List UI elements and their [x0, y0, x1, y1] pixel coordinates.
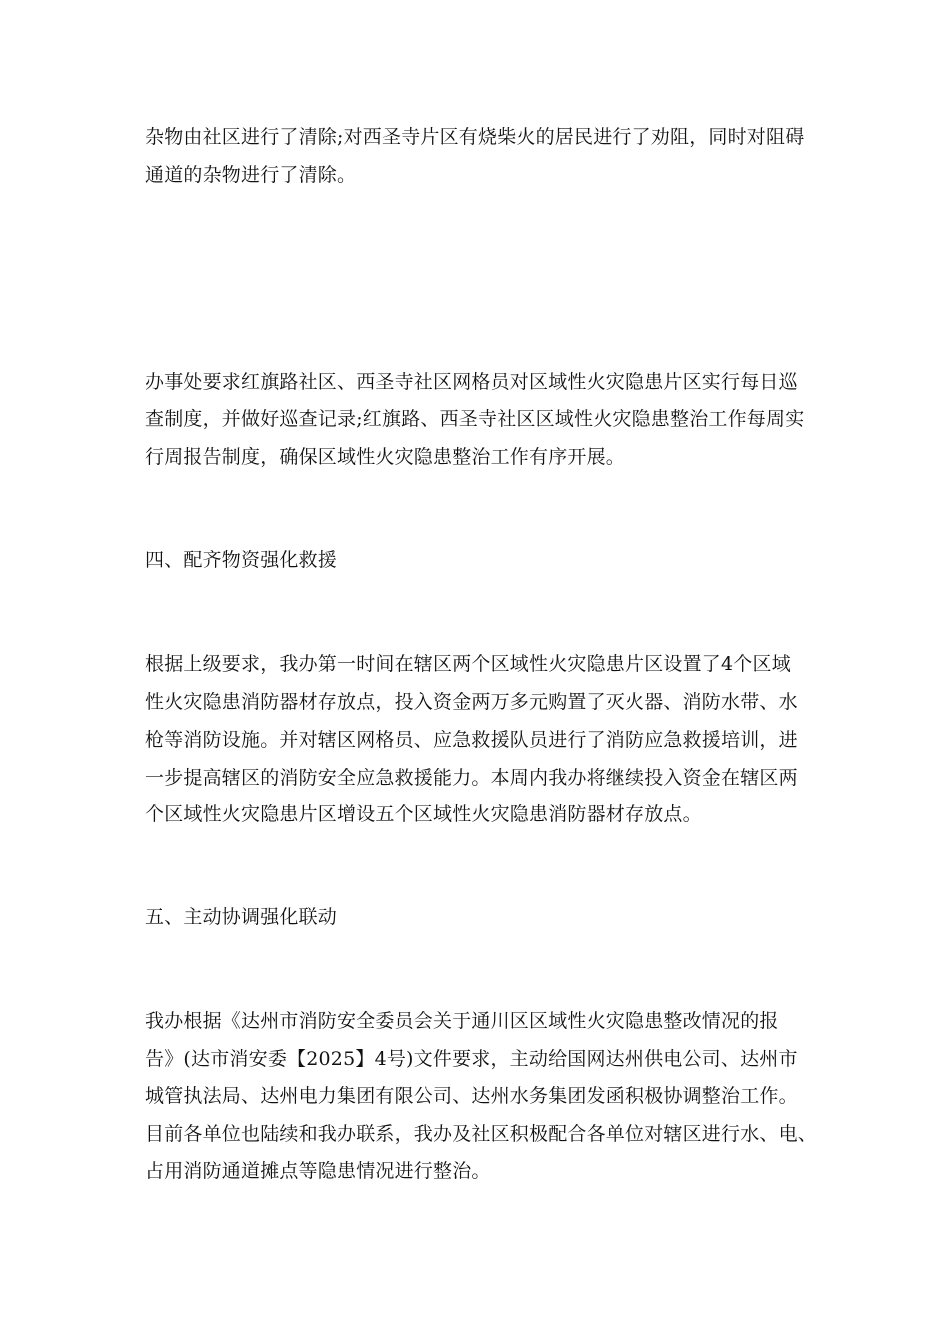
paragraph-1-line-1: 杂物由社区进行了清除;对西圣寺片区有烧柴火的居民进行了劝阻，同时对阻碍 — [145, 126, 805, 148]
paragraph-4-line-1: 我办根据《达州市消防安全委员会关于通川区区域性火灾隐患整改情况的报 — [145, 1010, 779, 1032]
paragraph-3-line-4: 一步提高辖区的消防安全应急救援能力。本周内我办将继续投入资金在辖区两 — [145, 767, 798, 789]
paragraph-2-line-1: 办事处要求红旗路社区、西圣寺社区网格员对区域性火灾隐患片区实行每日巡 — [145, 371, 798, 393]
section-heading-4: 四、配齐物资强化救援 — [145, 549, 338, 571]
paragraph-4-line-4: 目前各单位也陆续和我办联系，我办及社区积极配合各单位对辖区进行水、电、 — [145, 1123, 818, 1145]
paragraph-3-line-3: 枪等消防设施。并对辖区网格员、应急救援队员进行了消防应急救援培训，进 — [145, 729, 798, 751]
paragraph-4-line-5: 占用消防通道摊点等隐患情况进行整治。 — [145, 1160, 491, 1182]
paragraph-3-line-1: 根据上级要求，我办第一时间在辖区两个区域性火灾隐患片区设置了4个区域 — [145, 653, 791, 675]
paragraph-3-line-2: 性火灾隐患消防器材存放点，投入资金两万多元购置了灭火器、消防水带、水 — [145, 691, 798, 713]
paragraph-3-line-5: 个区域性火灾隐患片区增设五个区域性火灾隐患消防器材存放点。 — [145, 803, 702, 825]
paragraph-4-line-2: 告》(达市消安委【2025】4号)文件要求，主动给国网达州供电公司、达州市 — [145, 1048, 798, 1070]
paragraph-4-line-3: 城管执法局、达州电力集团有限公司、达州水务集团发函积极协调整治工作。 — [145, 1085, 798, 1107]
paragraph-2-line-2: 查制度，并做好巡查记录;红旗路、西圣寺社区区域性火灾隐患整治工作每周实 — [145, 408, 805, 430]
paragraph-1-line-2: 通道的杂物进行了清除。 — [145, 164, 357, 186]
section-heading-5: 五、主动协调强化联动 — [145, 906, 338, 928]
paragraph-2-line-3: 行周报告制度，确保区域性火灾隐患整治工作有序开展。 — [145, 446, 626, 468]
